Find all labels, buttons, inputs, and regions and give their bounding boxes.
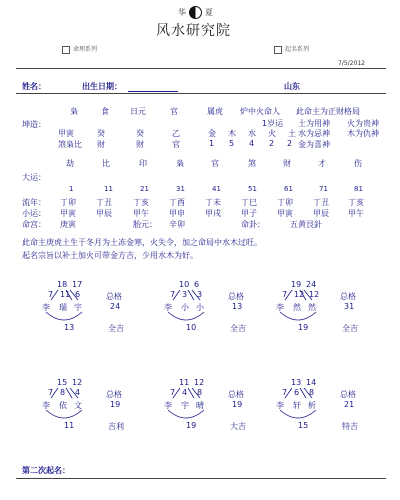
dayun-age-7: 61 [284,185,293,193]
name-candidate [272,276,382,356]
hidden-1: 煞枭比 [58,140,82,149]
total-value: 21 [344,400,355,409]
dayun-god-7: 财 [283,159,291,168]
wuxing-count-fire: 2 [269,139,275,148]
grid-connector-lines [160,276,220,326]
total-label: 总格 [340,292,356,301]
god-2-label: 水为忌神 [298,129,330,138]
god-1-value: 火为贵神 [347,119,379,128]
name-char-3: 然 [308,303,316,312]
grid-top-1: 15 [57,378,68,387]
grid-mid-2: 12 [294,290,305,299]
name-candidate [38,276,148,356]
luck-rating: 全吉 [108,324,124,333]
name-candidate [160,276,270,356]
grid-top-2: 14 [306,378,317,387]
dayun-god-8: 才 [318,159,326,168]
grid-connector-lines [160,374,220,424]
pattern: 此命主为正财格局 [296,107,360,116]
minggua-label: 命卦： [241,220,265,229]
analysis-line-2: 起名宗旨以补土加火可带金方吉，少用水木为好。 [22,251,198,260]
luck-rating: 全吉 [342,324,358,333]
liunian-6: 丁巳 [241,198,257,207]
total-label: 总格 [228,390,244,399]
grid-connector-lines [272,276,332,326]
name-char-3: 析 [308,401,316,410]
birth-place: 山东 [284,82,300,91]
dayun-age-6: 51 [248,185,257,193]
taiyuan-value: 辛卯 [169,220,185,229]
ten-god-3: 日元 [130,107,146,116]
liunian-5: 丁未 [205,198,221,207]
name-char-2: 宇 [181,401,189,410]
name-char-2: 瑞 [59,303,67,312]
wuxing-metal: 金 [208,129,216,138]
grid-mid-1: 7 [170,290,176,299]
liunian-1: 丁卯 [60,198,76,207]
grid-mid-2: 8 [60,388,66,397]
grid-top-2: 17 [72,280,83,289]
luck-rating: 大吉 [230,422,246,431]
name-char-3: 晴 [196,401,204,410]
dayun-age-1: 1 [69,185,74,193]
grid-top-1: 18 [57,280,68,289]
grid-mid-3: 8 [309,388,315,397]
taiyuan-label: 胎元： [133,220,157,229]
xiaoyun-8: 甲辰 [313,209,329,218]
zodiac: 属虎 [207,107,223,116]
second-naming-label: 第二次起名： [22,466,70,475]
analysis-line-1: 此命主庚虎土生于冬月为土冻金寒，火失令，加之命局中水木过旺。 [22,238,262,247]
grid-mid-2: 6 [294,388,300,397]
name-char-2: 然 [293,303,301,312]
dayun-age-3: 21 [140,185,149,193]
liunian-3: 丁亥 [133,198,149,207]
xiaoyun-6: 甲子 [241,209,257,218]
grid-mid-1: 7 [282,290,288,299]
xiaoyun-4: 甲申 [169,209,185,218]
name-char-3: 宇 [74,303,82,312]
grid-top-2: 12 [72,378,83,387]
grid-top-2: 24 [306,280,317,289]
wuxing-fire: 火 [268,129,276,138]
grid-mid-1: 7 [282,388,288,397]
luck-rating: 吉利 [108,422,124,431]
wuxing-wood: 木 [228,129,236,138]
external-grid-value: 19 [186,421,197,430]
total-value: 19 [110,400,121,409]
info-divider [16,93,386,94]
footer-divider [16,478,386,479]
name-char-1: 李 [276,303,284,312]
grid-top-1: 19 [291,280,302,289]
total-label: 总格 [228,292,244,301]
nayin: 炉中火命人 [240,107,280,116]
header-divider [16,68,386,69]
xiaoyun-label: 小运： [22,209,46,218]
minggong-value: 庚寅 [60,220,76,229]
hidden-3: 财 [136,140,144,149]
wuxing-count-water: 4 [249,139,255,148]
ten-god-4: 官 [170,107,178,116]
xiaoyun-1: 甲寅 [60,209,76,218]
name-char-3: 小 [196,303,204,312]
dayun-label: 大运： [22,173,46,182]
xiaoyun-7: 甲寅 [277,209,293,218]
pillar-zhi-1: 甲寅 [58,129,74,138]
name-label: 姓名： [22,82,46,91]
name-char-1: 李 [42,401,50,410]
wuxing-water: 水 [248,129,256,138]
hidden-4: 官 [172,140,180,149]
ten-god-2: 食 [101,107,109,116]
name-candidate [272,374,382,454]
grid-mid-1: 7 [48,290,54,299]
grid-top-2: 12 [194,378,205,387]
name-char-2: 小 [181,303,189,312]
dayun-age-5: 41 [212,185,221,193]
pillar-zhi-3: 癸 [136,129,144,138]
xiaoyun-2: 甲辰 [96,209,112,218]
dayun-god-9: 伤 [354,159,362,168]
dayun-god-1: 劫 [66,159,74,168]
grid-mid-1: 7 [48,388,54,397]
name-char-1: 李 [164,401,172,410]
dayun-god-3: 印 [139,159,147,168]
pillar-zhi-4: 乙 [172,129,180,138]
grid-mid-1: 7 [170,388,176,397]
grid-mid-2: 4 [182,388,188,397]
grid-connector-lines [272,374,332,424]
xiaoyun-3: 甲午 [133,209,149,218]
liunian-label: 流年： [22,198,46,207]
ten-god-1: 枭 [70,107,78,116]
name-char-1: 李 [164,303,172,312]
header-logo [178,6,213,19]
external-grid-value: 10 [186,323,197,332]
dayun-age-8: 71 [319,185,328,193]
dayun-age-4: 31 [176,185,185,193]
luck-rating: 全吉 [230,324,246,333]
god-3-label: 金为喜神 [298,140,330,149]
external-grid-value: 19 [298,323,309,332]
wuxing-count-wood: 5 [229,139,235,148]
total-value: 31 [344,302,355,311]
wuxing-count-earth: 2 [287,139,293,148]
name-candidate [38,374,148,454]
start-luck: 1岁运 [262,119,284,128]
print-date: 7/5/2012 [338,60,365,67]
hidden-2: 财 [97,140,105,149]
wuxing-count-metal: 1 [209,139,215,148]
dayun-god-5: 官 [211,159,219,168]
grid-connector-lines [38,374,98,424]
liunian-4: 丁酉 [169,198,185,207]
minggua-value: 五黄艮針 [290,220,322,229]
grid-mid-3: 4 [75,388,81,397]
dayun-god-2: 比 [102,159,110,168]
grid-mid-2: 3 [182,290,188,299]
liunian-2: 丁丑 [96,198,112,207]
name-char-2: 轩 [293,401,301,410]
dayun-god-6: 煞 [248,159,256,168]
external-grid-value: 15 [298,421,309,430]
grid-top-1: 10 [179,280,190,289]
grid-top-1: 11 [179,378,190,387]
name-char-1: 李 [276,401,284,410]
name-candidate [160,374,270,454]
grid-mid-3: 12 [309,290,320,299]
liunian-7: 丁卯 [277,198,293,207]
grid-mid-3: 6 [75,290,81,299]
grid-connector-lines [38,276,98,326]
wuxing-earth: 土 [288,129,296,138]
birth-date-field[interactable] [128,91,178,92]
total-value: 24 [110,302,121,311]
total-label: 总格 [106,390,122,399]
pillar-zhi-2: 癸 [97,129,105,138]
total-value: 13 [232,302,243,311]
grid-top-2: 6 [194,280,200,289]
birth-date-label: 出生日期： [82,82,122,91]
page-title: 风水研究院 [156,23,231,39]
liunian-9: 丁亥 [348,198,364,207]
right-series-tab[interactable]: 起名系列 [274,44,309,54]
dayun-age-9: 81 [354,185,363,193]
checkbox-icon [62,46,70,54]
logo-right-char: 夏 [205,8,213,17]
external-grid-value: 13 [64,323,75,332]
god-2-value: 木为仇神 [347,129,379,138]
luck-rating: 特吉 [342,422,358,431]
dayun-age-2: 11 [104,185,113,193]
grid-mid-3: 3 [197,290,203,299]
name-char-2: 依 [59,401,67,410]
god-1-label: 土为用神 [298,119,330,128]
xiaoyun-5: 甲戌 [205,209,221,218]
total-label: 总格 [340,390,356,399]
grid-mid-3: 8 [197,388,203,397]
grid-mid-2: 11 [60,290,71,299]
logo-left-char: 华 [178,8,186,17]
total-label: 总格 [106,292,122,301]
liunian-8: 丁丑 [313,198,329,207]
checkbox-icon [274,46,282,54]
grid-top-1: 13 [291,378,302,387]
name-char-1: 李 [42,303,50,312]
dayun-god-4: 枭 [176,159,184,168]
yin-yang-icon [189,6,202,19]
total-value: 19 [232,400,243,409]
name-char-3: 文 [74,401,82,410]
minggong-label: 命宫： [22,220,46,229]
xiaoyun-9: 甲午 [348,209,364,218]
left-series-tab[interactable]: 命理系列 [62,44,97,54]
kun-label: 坤造： [22,120,46,129]
external-grid-value: 11 [64,421,75,430]
